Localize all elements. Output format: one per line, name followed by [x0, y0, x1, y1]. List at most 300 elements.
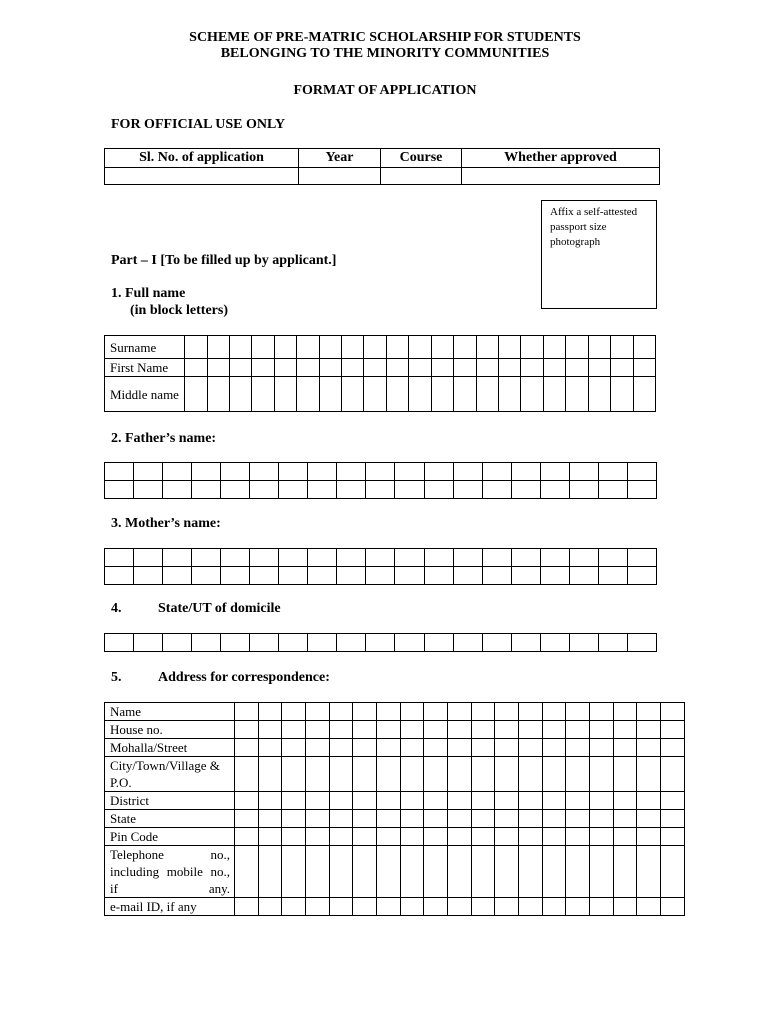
- entry-box[interactable]: [306, 721, 330, 739]
- entry-box[interactable]: [613, 846, 637, 898]
- entry-box[interactable]: [353, 792, 377, 810]
- entry-box[interactable]: [192, 634, 221, 652]
- entry-box[interactable]: [476, 377, 498, 412]
- entry-box[interactable]: [229, 377, 251, 412]
- entry-box[interactable]: [364, 336, 386, 359]
- entry-box[interactable]: [569, 549, 598, 567]
- entry-box[interactable]: [566, 898, 590, 916]
- entry-box[interactable]: [661, 792, 685, 810]
- entry-box[interactable]: [542, 898, 566, 916]
- entry-box[interactable]: [353, 828, 377, 846]
- entry-box[interactable]: [613, 739, 637, 757]
- entry-box[interactable]: [207, 359, 229, 377]
- entry-box[interactable]: [448, 828, 472, 846]
- entry-box[interactable]: [366, 481, 395, 499]
- entry-box[interactable]: [471, 810, 495, 828]
- sl-no-cell[interactable]: [105, 168, 299, 185]
- entry-box[interactable]: [588, 336, 610, 359]
- entry-box[interactable]: [395, 481, 424, 499]
- entry-box[interactable]: [566, 757, 590, 792]
- entry-box[interactable]: [400, 810, 424, 828]
- entry-box[interactable]: [337, 567, 366, 585]
- entry-box[interactable]: [297, 336, 319, 359]
- year-cell[interactable]: [299, 168, 381, 185]
- entry-box[interactable]: [511, 567, 540, 585]
- entry-box[interactable]: [543, 359, 565, 377]
- entry-box[interactable]: [424, 792, 448, 810]
- entry-box[interactable]: [377, 810, 401, 828]
- entry-box[interactable]: [250, 634, 279, 652]
- entry-box[interactable]: [495, 810, 519, 828]
- entry-box[interactable]: [319, 359, 341, 377]
- entry-box[interactable]: [637, 792, 661, 810]
- entry-box[interactable]: [613, 703, 637, 721]
- entry-box[interactable]: [221, 549, 250, 567]
- entry-box[interactable]: [258, 703, 282, 721]
- entry-box[interactable]: [661, 828, 685, 846]
- entry-box[interactable]: [329, 810, 353, 828]
- course-cell[interactable]: [381, 168, 462, 185]
- entry-box[interactable]: [134, 549, 163, 567]
- entry-box[interactable]: [431, 336, 453, 359]
- entry-box[interactable]: [661, 810, 685, 828]
- entry-box[interactable]: [569, 463, 598, 481]
- entry-box[interactable]: [409, 359, 431, 377]
- entry-box[interactable]: [377, 739, 401, 757]
- entry-box[interactable]: [566, 792, 590, 810]
- entry-box[interactable]: [306, 898, 330, 916]
- entry-box[interactable]: [192, 567, 221, 585]
- entry-box[interactable]: [377, 828, 401, 846]
- entry-box[interactable]: [569, 481, 598, 499]
- entry-box[interactable]: [308, 567, 337, 585]
- entry-box[interactable]: [598, 634, 627, 652]
- entry-box[interactable]: [282, 898, 306, 916]
- entry-box[interactable]: [613, 810, 637, 828]
- entry-box[interactable]: [495, 828, 519, 846]
- entry-box[interactable]: [258, 898, 282, 916]
- entry-box[interactable]: [282, 810, 306, 828]
- entry-box[interactable]: [590, 846, 614, 898]
- entry-box[interactable]: [353, 846, 377, 898]
- entry-box[interactable]: [627, 567, 656, 585]
- entry-box[interactable]: [454, 336, 476, 359]
- entry-box[interactable]: [566, 828, 590, 846]
- entry-box[interactable]: [448, 846, 472, 898]
- entry-box[interactable]: [366, 567, 395, 585]
- entry-box[interactable]: [364, 359, 386, 377]
- entry-box[interactable]: [424, 634, 453, 652]
- entry-box[interactable]: [274, 377, 296, 412]
- entry-box[interactable]: [424, 549, 453, 567]
- entry-box[interactable]: [329, 739, 353, 757]
- photo-box[interactable]: [541, 200, 657, 309]
- entry-box[interactable]: [661, 721, 685, 739]
- entry-box[interactable]: [163, 463, 192, 481]
- entry-box[interactable]: [192, 463, 221, 481]
- entry-box[interactable]: [521, 336, 543, 359]
- entry-box[interactable]: [342, 377, 364, 412]
- entry-box[interactable]: [235, 846, 259, 898]
- entry-box[interactable]: [342, 359, 364, 377]
- entry-box[interactable]: [386, 377, 408, 412]
- entry-box[interactable]: [448, 739, 472, 757]
- entry-box[interactable]: [274, 359, 296, 377]
- entry-box[interactable]: [637, 810, 661, 828]
- entry-box[interactable]: [163, 567, 192, 585]
- entry-box[interactable]: [308, 463, 337, 481]
- entry-box[interactable]: [482, 567, 511, 585]
- entry-box[interactable]: [482, 481, 511, 499]
- entry-box[interactable]: [482, 549, 511, 567]
- entry-box[interactable]: [274, 336, 296, 359]
- entry-box[interactable]: [453, 549, 482, 567]
- entry-box[interactable]: [598, 463, 627, 481]
- entry-box[interactable]: [637, 898, 661, 916]
- entry-box[interactable]: [521, 359, 543, 377]
- entry-box[interactable]: [235, 721, 259, 739]
- entry-box[interactable]: [482, 463, 511, 481]
- entry-box[interactable]: [258, 810, 282, 828]
- entry-box[interactable]: [258, 739, 282, 757]
- entry-box[interactable]: [495, 739, 519, 757]
- entry-box[interactable]: [471, 898, 495, 916]
- entry-box[interactable]: [400, 792, 424, 810]
- entry-box[interactable]: [424, 757, 448, 792]
- entry-box[interactable]: [424, 739, 448, 757]
- entry-box[interactable]: [569, 567, 598, 585]
- entry-box[interactable]: [306, 703, 330, 721]
- entry-box[interactable]: [542, 810, 566, 828]
- entry-box[interactable]: [471, 739, 495, 757]
- entry-box[interactable]: [519, 757, 543, 792]
- entry-box[interactable]: [540, 634, 569, 652]
- entry-box[interactable]: [319, 336, 341, 359]
- entry-box[interactable]: [377, 898, 401, 916]
- entry-box[interactable]: [424, 703, 448, 721]
- entry-box[interactable]: [519, 792, 543, 810]
- entry-box[interactable]: [279, 463, 308, 481]
- entry-box[interactable]: [476, 336, 498, 359]
- entry-box[interactable]: [279, 567, 308, 585]
- entry-box[interactable]: [185, 336, 207, 359]
- entry-box[interactable]: [306, 810, 330, 828]
- entry-box[interactable]: [566, 703, 590, 721]
- entry-box[interactable]: [448, 703, 472, 721]
- entry-box[interactable]: [448, 721, 472, 739]
- entry-box[interactable]: [424, 846, 448, 898]
- entry-box[interactable]: [499, 359, 521, 377]
- entry-box[interactable]: [566, 810, 590, 828]
- entry-box[interactable]: [297, 377, 319, 412]
- entry-box[interactable]: [185, 377, 207, 412]
- entry-box[interactable]: [258, 828, 282, 846]
- entry-box[interactable]: [221, 567, 250, 585]
- entry-box[interactable]: [329, 703, 353, 721]
- entry-box[interactable]: [297, 359, 319, 377]
- entry-box[interactable]: [611, 336, 633, 359]
- entry-box[interactable]: [471, 846, 495, 898]
- entry-box[interactable]: [453, 481, 482, 499]
- entry-box[interactable]: [542, 757, 566, 792]
- entry-box[interactable]: [252, 359, 274, 377]
- entry-box[interactable]: [633, 377, 655, 412]
- entry-box[interactable]: [598, 481, 627, 499]
- entry-box[interactable]: [519, 739, 543, 757]
- entry-box[interactable]: [319, 377, 341, 412]
- entry-box[interactable]: [613, 757, 637, 792]
- entry-box[interactable]: [235, 898, 259, 916]
- entry-box[interactable]: [366, 549, 395, 567]
- entry-box[interactable]: [250, 481, 279, 499]
- entry-box[interactable]: [395, 567, 424, 585]
- entry-box[interactable]: [471, 721, 495, 739]
- entry-box[interactable]: [329, 846, 353, 898]
- entry-box[interactable]: [353, 898, 377, 916]
- entry-box[interactable]: [395, 634, 424, 652]
- entry-box[interactable]: [495, 846, 519, 898]
- entry-box[interactable]: [511, 549, 540, 567]
- entry-box[interactable]: [611, 359, 633, 377]
- entry-box[interactable]: [282, 721, 306, 739]
- entry-box[interactable]: [613, 792, 637, 810]
- entry-box[interactable]: [207, 336, 229, 359]
- entry-box[interactable]: [476, 359, 498, 377]
- entry-box[interactable]: [329, 828, 353, 846]
- entry-box[interactable]: [400, 721, 424, 739]
- entry-box[interactable]: [329, 898, 353, 916]
- entry-box[interactable]: [221, 481, 250, 499]
- entry-box[interactable]: [569, 634, 598, 652]
- entry-box[interactable]: [424, 481, 453, 499]
- entry-box[interactable]: [377, 703, 401, 721]
- entry-box[interactable]: [329, 792, 353, 810]
- entry-box[interactable]: [598, 567, 627, 585]
- entry-box[interactable]: [471, 792, 495, 810]
- entry-box[interactable]: [400, 846, 424, 898]
- entry-box[interactable]: [134, 634, 163, 652]
- entry-box[interactable]: [511, 634, 540, 652]
- entry-box[interactable]: [495, 721, 519, 739]
- entry-box[interactable]: [185, 359, 207, 377]
- entry-box[interactable]: [519, 828, 543, 846]
- entry-box[interactable]: [661, 739, 685, 757]
- entry-box[interactable]: [400, 898, 424, 916]
- entry-box[interactable]: [134, 463, 163, 481]
- entry-box[interactable]: [400, 739, 424, 757]
- entry-box[interactable]: [495, 792, 519, 810]
- entry-box[interactable]: [454, 377, 476, 412]
- entry-box[interactable]: [252, 336, 274, 359]
- entry-box[interactable]: [337, 634, 366, 652]
- entry-box[interactable]: [282, 703, 306, 721]
- entry-box[interactable]: [588, 359, 610, 377]
- entry-box[interactable]: [661, 846, 685, 898]
- entry-box[interactable]: [519, 810, 543, 828]
- entry-box[interactable]: [495, 898, 519, 916]
- entry-box[interactable]: [540, 481, 569, 499]
- entry-box[interactable]: [448, 810, 472, 828]
- entry-box[interactable]: [400, 828, 424, 846]
- entry-box[interactable]: [637, 739, 661, 757]
- entry-box[interactable]: [282, 828, 306, 846]
- entry-box[interactable]: [590, 792, 614, 810]
- entry-box[interactable]: [613, 721, 637, 739]
- entry-box[interactable]: [590, 739, 614, 757]
- entry-box[interactable]: [543, 336, 565, 359]
- entry-box[interactable]: [542, 739, 566, 757]
- entry-box[interactable]: [590, 721, 614, 739]
- entry-box[interactable]: [337, 463, 366, 481]
- entry-box[interactable]: [377, 721, 401, 739]
- entry-box[interactable]: [590, 810, 614, 828]
- entry-box[interactable]: [192, 481, 221, 499]
- entry-box[interactable]: [431, 359, 453, 377]
- entry-box[interactable]: [377, 846, 401, 898]
- entry-box[interactable]: [542, 828, 566, 846]
- entry-box[interactable]: [454, 359, 476, 377]
- entry-box[interactable]: [590, 757, 614, 792]
- entry-box[interactable]: [566, 377, 588, 412]
- entry-box[interactable]: [229, 359, 251, 377]
- entry-box[interactable]: [353, 810, 377, 828]
- entry-box[interactable]: [627, 634, 656, 652]
- entry-box[interactable]: [424, 567, 453, 585]
- entry-box[interactable]: [661, 703, 685, 721]
- entry-box[interactable]: [163, 481, 192, 499]
- entry-box[interactable]: [282, 846, 306, 898]
- entry-box[interactable]: [540, 567, 569, 585]
- entry-box[interactable]: [258, 757, 282, 792]
- entry-box[interactable]: [400, 703, 424, 721]
- entry-box[interactable]: [611, 377, 633, 412]
- entry-box[interactable]: [235, 757, 259, 792]
- entry-box[interactable]: [448, 792, 472, 810]
- entry-box[interactable]: [590, 828, 614, 846]
- entry-box[interactable]: [105, 634, 134, 652]
- entry-box[interactable]: [540, 549, 569, 567]
- entry-box[interactable]: [279, 634, 308, 652]
- entry-box[interactable]: [471, 828, 495, 846]
- entry-box[interactable]: [495, 757, 519, 792]
- entry-box[interactable]: [661, 898, 685, 916]
- entry-box[interactable]: [543, 377, 565, 412]
- entry-box[interactable]: [329, 721, 353, 739]
- entry-box[interactable]: [588, 377, 610, 412]
- entry-box[interactable]: [395, 549, 424, 567]
- entry-box[interactable]: [637, 757, 661, 792]
- entry-box[interactable]: [424, 810, 448, 828]
- entry-box[interactable]: [229, 336, 251, 359]
- entry-box[interactable]: [282, 792, 306, 810]
- entry-box[interactable]: [306, 792, 330, 810]
- entry-box[interactable]: [282, 739, 306, 757]
- entry-box[interactable]: [519, 721, 543, 739]
- entry-box[interactable]: [258, 792, 282, 810]
- entry-box[interactable]: [366, 463, 395, 481]
- entry-box[interactable]: [400, 757, 424, 792]
- entry-box[interactable]: [250, 567, 279, 585]
- entry-box[interactable]: [353, 739, 377, 757]
- entry-box[interactable]: [353, 721, 377, 739]
- entry-box[interactable]: [542, 703, 566, 721]
- entry-box[interactable]: [453, 634, 482, 652]
- entry-box[interactable]: [424, 721, 448, 739]
- entry-box[interactable]: [637, 703, 661, 721]
- entry-box[interactable]: [258, 846, 282, 898]
- entry-box[interactable]: [613, 828, 637, 846]
- entry-box[interactable]: [163, 549, 192, 567]
- entry-box[interactable]: [306, 846, 330, 898]
- entry-box[interactable]: [329, 757, 353, 792]
- entry-box[interactable]: [499, 377, 521, 412]
- entry-box[interactable]: [431, 377, 453, 412]
- entry-box[interactable]: [235, 810, 259, 828]
- entry-box[interactable]: [511, 463, 540, 481]
- entry-box[interactable]: [235, 792, 259, 810]
- entry-box[interactable]: [409, 336, 431, 359]
- entry-box[interactable]: [495, 703, 519, 721]
- entry-box[interactable]: [308, 549, 337, 567]
- entry-box[interactable]: [134, 567, 163, 585]
- entry-box[interactable]: [134, 481, 163, 499]
- entry-box[interactable]: [409, 377, 431, 412]
- entry-box[interactable]: [235, 828, 259, 846]
- entry-box[interactable]: [511, 481, 540, 499]
- entry-box[interactable]: [566, 336, 588, 359]
- approved-cell[interactable]: [462, 168, 660, 185]
- entry-box[interactable]: [105, 481, 134, 499]
- entry-box[interactable]: [377, 792, 401, 810]
- entry-box[interactable]: [471, 703, 495, 721]
- entry-box[interactable]: [627, 463, 656, 481]
- entry-box[interactable]: [633, 359, 655, 377]
- entry-box[interactable]: [542, 792, 566, 810]
- entry-box[interactable]: [598, 549, 627, 567]
- entry-box[interactable]: [337, 549, 366, 567]
- entry-box[interactable]: [637, 828, 661, 846]
- entry-box[interactable]: [377, 757, 401, 792]
- entry-box[interactable]: [258, 721, 282, 739]
- entry-box[interactable]: [252, 377, 274, 412]
- entry-box[interactable]: [306, 828, 330, 846]
- entry-box[interactable]: [342, 336, 364, 359]
- entry-box[interactable]: [499, 336, 521, 359]
- entry-box[interactable]: [364, 377, 386, 412]
- entry-box[interactable]: [637, 846, 661, 898]
- entry-box[interactable]: [448, 757, 472, 792]
- entry-box[interactable]: [637, 721, 661, 739]
- entry-box[interactable]: [424, 898, 448, 916]
- entry-box[interactable]: [308, 634, 337, 652]
- entry-box[interactable]: [471, 757, 495, 792]
- entry-box[interactable]: [386, 336, 408, 359]
- entry-box[interactable]: [337, 481, 366, 499]
- entry-box[interactable]: [163, 634, 192, 652]
- entry-box[interactable]: [566, 846, 590, 898]
- entry-box[interactable]: [627, 481, 656, 499]
- entry-box[interactable]: [661, 757, 685, 792]
- entry-box[interactable]: [221, 463, 250, 481]
- entry-box[interactable]: [542, 721, 566, 739]
- entry-box[interactable]: [221, 634, 250, 652]
- entry-box[interactable]: [590, 898, 614, 916]
- entry-box[interactable]: [250, 549, 279, 567]
- entry-box[interactable]: [353, 757, 377, 792]
- entry-box[interactable]: [627, 549, 656, 567]
- entry-box[interactable]: [386, 359, 408, 377]
- entry-box[interactable]: [566, 721, 590, 739]
